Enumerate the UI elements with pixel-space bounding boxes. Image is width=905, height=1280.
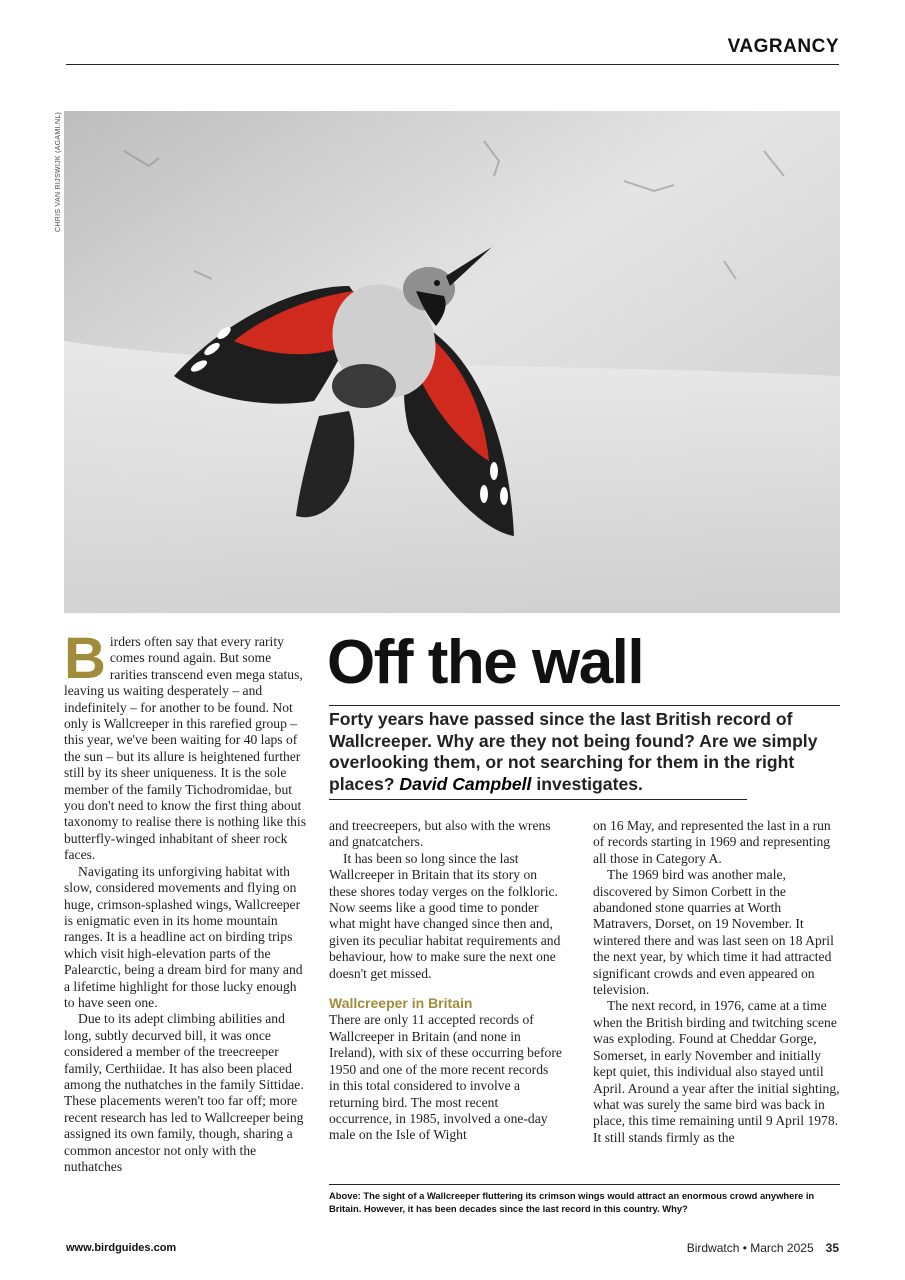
wallcreeper-photo <box>64 111 840 613</box>
author-name: David Campbell <box>399 773 532 794</box>
column-1 <box>64 626 306 1175</box>
photo-caption: Above: The sight of a Wallcreeper fluttering its crimson wings would attract an enormous crowd anywhere in Britain. However, it has been decades since the last record in this country. Why? <box>329 1190 815 1214</box>
paragraph: irders often say that every rarity comes round again. But some rarities transcend even mega status, leaving us waiting desperately – and indefinitely – for another to be found. Not only is Wallcreeper in this rarefied group – this year, we've been waiting for 40 laps of the sun – but its allure is heightened further still by its sheer uniqueness. It is the sole member of the family Tichodromidae, but you don't need to know the first thing about taxonomy to realise there is nothing like this butterfly-winged inhabitant of sheer rock faces. <box>64 634 306 863</box>
wallcreeper-illustration <box>64 111 840 613</box>
column-3 <box>593 818 840 1146</box>
top-rule <box>66 64 839 65</box>
paragraph: Navigating its unforgiving habitat with slow, considered movements and flying on huge, crimson-splashed wings, Wallcreeper is enigmatic even in its home mountain ranges. It is a headline act on birding trips which visit high-elevation parts of the Palearctic, being a dream bird for many and a lifetime highlight for those lucky enough to have seen one. <box>64 863 303 1010</box>
footer-issue <box>687 1241 839 1255</box>
standfirst-rule-top <box>329 705 840 706</box>
paragraph: There are only 11 accepted records of Wallcreeper in Britain (and none in Ireland), with six of these occurring before 1950 and one of the more recent records in this total considered to involve a returning bird. The most recent occurrence, in 1985, involved a one-day male on the Isle of Wight <box>329 1012 562 1143</box>
section-label: VAGRANCY <box>727 36 839 57</box>
subheading: Wallcreeper in Britain <box>329 995 473 1012</box>
photo-credit: CHRIS VAN RIJSWIJK (AGAMI.NL) <box>55 112 62 233</box>
drop-cap: B <box>64 626 106 691</box>
paragraph: The 1969 bird was another male, discovered by Simon Corbett in the abandoned stone quarries at Worth Matravers, Dorset, on 19 November. It wintered there and was last seen on 18 April the next year, by which time it had attracted significant crowds and even appeared on television. <box>593 867 834 998</box>
paragraph: and treecreepers, but also with the wrens and gnatcatchers. <box>329 818 551 850</box>
website-link[interactable]: www.birdguides.com <box>66 1242 177 1254</box>
standfirst <box>329 709 839 795</box>
page-number: 35 <box>825 1241 839 1255</box>
paragraph: on 16 May, and represented the last in a run of records starting in 1969 and representing all those in Category A. <box>593 818 831 866</box>
paragraph: It has been so long since the last Wallcreeper in Britain that its story on these shores today verges on the folkloric. Now seems like a good time to ponder what might have changed since then and, given its peculiar habitat requirements and behaviour, how to make sure the next one doesn't get missed. <box>329 850 561 981</box>
standfirst-tail: investigates. <box>536 773 643 794</box>
caption-rule <box>329 1184 840 1185</box>
column-2 <box>329 818 562 1144</box>
headline: Off the wall <box>327 628 644 697</box>
standfirst-text: Forty years have passed since the last British record of Wallcreeper. Why are they not being found? Are we simply overlooking them, or not searching for them in the right places? <box>329 709 818 794</box>
standfirst-rule-bottom <box>329 799 747 800</box>
paragraph: The next record, in 1976, came at a time when the British birding and twitching scene was exploding. Found at Cheddar Gorge, Somerset, in early November and initially kept quiet, this individual also stayed until April. Around a year after the initial sighting, what was surely the same bird was back in place, this time remaining until 9 April 1978. It still stands firmly as the <box>593 998 840 1145</box>
paragraph: Due to its adept climbing abilities and long, subtly decurved bill, it was once considered a member of the treecreeper family, Certhiidae. It has also been placed among the nuthatches in the family Sittidae. These placements weren't too far off; more recent research has led to Wallcreeper being assigned its own family, though, sharing a common ancestor not only with the nuthatches <box>64 1011 304 1174</box>
magazine-issue: Birdwatch • March 2025 <box>686 1241 814 1255</box>
